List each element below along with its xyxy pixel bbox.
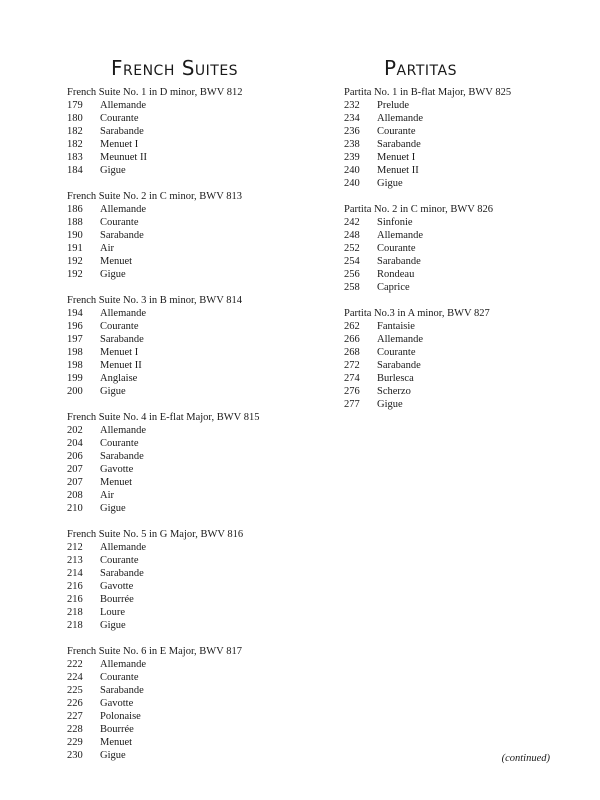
movement-row	[67, 476, 317, 489]
movement-name: Gavotte	[100, 698, 134, 709]
page-number: 213	[67, 555, 83, 566]
suite-heading: French Suite No. 6 in E Major, BWV 817	[67, 646, 242, 657]
movement-name: Sarabande	[100, 451, 144, 462]
movement-row	[344, 99, 574, 112]
suite-heading: French Suite No. 5 in G Major, BWV 816	[67, 529, 244, 540]
movement-name: Prelude	[377, 100, 410, 111]
suite-block	[67, 645, 317, 762]
page-number: 234	[344, 113, 360, 124]
movement-name: Menuet	[100, 256, 133, 267]
movement-row	[344, 164, 574, 177]
movement-name: Polonaise	[100, 711, 141, 722]
movement-row	[344, 372, 574, 385]
movement-row	[67, 125, 317, 138]
suite-heading: French Suite No. 4 in E-flat Major, BWV 815	[67, 412, 260, 423]
movement-row	[344, 151, 574, 164]
page-number: 266	[344, 334, 360, 345]
movement-name: Allemande	[100, 308, 147, 319]
movement-name: Sarabande	[377, 139, 421, 150]
movement-row	[67, 463, 317, 476]
page-number: 242	[344, 217, 360, 228]
suite-block	[344, 307, 574, 411]
movement-name: Bourrée	[100, 724, 134, 735]
movement-name: Allemande	[100, 100, 147, 111]
movement-name: Gigue	[377, 399, 403, 410]
movement-row	[67, 333, 317, 346]
movement-name: Courante	[100, 555, 139, 566]
page-number: 198	[67, 360, 83, 371]
movement-row	[344, 125, 574, 138]
movement-row	[67, 320, 317, 333]
movement-row	[67, 450, 317, 463]
movement-name: Menuet I	[377, 152, 416, 163]
movement-row	[67, 164, 317, 177]
movement-row	[67, 658, 317, 671]
page-number: 268	[344, 347, 360, 358]
movement-name: Courante	[100, 321, 139, 332]
movement-row	[67, 385, 317, 398]
movement-name: Gigue	[100, 165, 126, 176]
page-number: 230	[67, 750, 83, 761]
page-number: 224	[67, 672, 83, 683]
movement-row	[67, 138, 317, 151]
page-number: 248	[344, 230, 360, 241]
page-number: 197	[67, 334, 83, 345]
page-number: 228	[67, 724, 83, 735]
movement-row	[344, 177, 574, 190]
page-number: 183	[67, 152, 83, 163]
page-number: 238	[344, 139, 360, 150]
movement-row	[67, 710, 317, 723]
movement-row	[67, 99, 317, 112]
page-number: 212	[67, 542, 83, 553]
page-number: 254	[344, 256, 360, 267]
movement-name: Sinfonie	[377, 217, 413, 228]
partitas-list	[344, 86, 574, 411]
movement-name: Menuet	[100, 477, 133, 488]
movement-name: Allemande	[100, 204, 147, 215]
movement-row	[344, 112, 574, 125]
page-number: 207	[67, 477, 83, 488]
suite-block	[67, 294, 317, 398]
movement-name: Rondeau	[377, 269, 415, 280]
movement-row	[344, 138, 574, 151]
page-number: 194	[67, 308, 83, 319]
movement-row	[67, 619, 317, 632]
movement-row	[344, 216, 574, 229]
movement-row	[67, 489, 317, 502]
page-number: 226	[67, 698, 83, 709]
page-number: 252	[344, 243, 360, 254]
movement-row	[67, 554, 317, 567]
movement-row	[67, 593, 317, 606]
page-number: 200	[67, 386, 83, 397]
page-number: 182	[67, 139, 83, 150]
movement-name: Gigue	[377, 178, 403, 189]
page-number: 216	[67, 581, 83, 592]
movement-name: Loure	[100, 607, 126, 618]
movement-name: Allemande	[377, 113, 424, 124]
movement-row	[344, 229, 574, 242]
movement-name: Burlesca	[377, 373, 414, 384]
suite-block	[67, 86, 317, 177]
page-number: 222	[67, 659, 83, 670]
movement-name: Allemande	[100, 425, 147, 436]
suite-block	[67, 190, 317, 281]
movement-name: Sarabande	[377, 360, 421, 371]
movement-row	[67, 372, 317, 385]
movement-name: Menuet I	[100, 347, 139, 358]
movement-row	[67, 229, 317, 242]
page-number: 196	[67, 321, 83, 332]
page-number: 214	[67, 568, 83, 579]
movement-name: Air	[100, 243, 114, 254]
suite-heading: Partita No. 2 in C minor, BWV 826	[344, 204, 494, 215]
page-number: 179	[67, 100, 83, 111]
movement-row	[67, 242, 317, 255]
movement-name: Gigue	[100, 386, 126, 397]
movement-name: Courante	[100, 438, 139, 449]
movement-row	[67, 112, 317, 125]
movement-name: Sarabande	[100, 334, 144, 345]
movement-row	[344, 268, 574, 281]
suite-heading: French Suite No. 1 in D minor, BWV 812	[67, 87, 243, 98]
movement-name: Gigue	[100, 620, 126, 631]
movement-name: Sarabande	[100, 685, 144, 696]
suite-heading: French Suite No. 2 in C minor, BWV 813	[67, 191, 242, 202]
suite-block	[67, 411, 317, 515]
movement-name: Sarabande	[100, 568, 144, 579]
movement-row	[67, 307, 317, 320]
page-number: 188	[67, 217, 83, 228]
suite-block	[344, 86, 574, 190]
movement-name: Allemande	[377, 230, 424, 241]
movement-name: Courante	[100, 672, 139, 683]
movement-name: Sarabande	[377, 256, 421, 267]
page-number: 216	[67, 594, 83, 605]
movement-row	[344, 359, 574, 372]
movement-name: Sarabande	[100, 230, 144, 241]
movement-name: Anglaise	[100, 373, 138, 384]
movement-name: Menuet	[100, 737, 133, 748]
page-number: 272	[344, 360, 360, 371]
suite-block	[344, 203, 574, 294]
movement-row	[67, 580, 317, 593]
page-number: 218	[67, 620, 83, 631]
movement-name: Allemande	[100, 542, 147, 553]
page-number: 232	[344, 100, 360, 111]
suite-heading: French Suite No. 3 in B minor, BWV 814	[67, 295, 242, 306]
page-number: 182	[67, 126, 83, 137]
suite-heading: Partita No.3 in A minor, BWV 827	[344, 308, 490, 319]
movement-name: Courante	[377, 347, 416, 358]
movement-row	[67, 684, 317, 697]
page-number: 207	[67, 464, 83, 475]
movement-row	[67, 736, 317, 749]
suite-heading: Partita No. 1 in B-flat Major, BWV 825	[344, 87, 512, 98]
movement-name: Gavotte	[100, 464, 134, 475]
movement-row	[344, 242, 574, 255]
movement-name: Courante	[377, 126, 416, 137]
page-number: 258	[344, 282, 360, 293]
movement-name: Scherzo	[377, 386, 411, 397]
french-suites-title: French Suites	[111, 56, 239, 80]
movement-name: Courante	[100, 113, 139, 124]
movement-name: Gigue	[100, 503, 126, 514]
movement-row	[67, 671, 317, 684]
movement-row	[344, 255, 574, 268]
partitas-title: Partitas	[384, 56, 457, 80]
movement-name: Caprice	[377, 282, 410, 293]
movement-row	[344, 346, 574, 359]
movement-row	[67, 723, 317, 736]
page-number: 192	[67, 256, 83, 267]
page-number: 210	[67, 503, 83, 514]
page-number: 199	[67, 373, 83, 384]
page-number: 274	[344, 373, 360, 384]
page-number: 256	[344, 269, 360, 280]
movement-row	[344, 385, 574, 398]
movement-name: Meunuet II	[100, 152, 147, 163]
continued-note: (continued)	[501, 753, 550, 764]
movement-row	[344, 333, 574, 346]
movement-row	[67, 541, 317, 554]
page-number: 276	[344, 386, 360, 397]
page-number: 240	[344, 178, 360, 189]
page-number: 262	[344, 321, 360, 332]
movement-row	[67, 255, 317, 268]
movement-row	[67, 359, 317, 372]
movement-name: Bourrée	[100, 594, 134, 605]
page-number: 218	[67, 607, 83, 618]
suite-block	[67, 528, 317, 632]
page-number: 240	[344, 165, 360, 176]
page-number: 206	[67, 451, 83, 462]
movement-name: Allemande	[100, 659, 147, 670]
movement-name: Menuet II	[100, 360, 142, 371]
french-suites-list	[67, 86, 317, 762]
page-number: 227	[67, 711, 83, 722]
movement-name: Courante	[377, 243, 416, 254]
movement-name: Gigue	[100, 750, 126, 761]
page-number: 277	[344, 399, 360, 410]
page-number: 202	[67, 425, 83, 436]
movement-row	[344, 281, 574, 294]
movement-name: Fantaisie	[377, 321, 415, 332]
page-number: 198	[67, 347, 83, 358]
page-number: 236	[344, 126, 360, 137]
movement-row	[67, 567, 317, 580]
page-number: 191	[67, 243, 83, 254]
movement-row	[67, 424, 317, 437]
movement-name: Gigue	[100, 269, 126, 280]
movement-row	[67, 151, 317, 164]
page-number: 192	[67, 269, 83, 280]
page-number: 204	[67, 438, 83, 449]
movement-row	[344, 398, 574, 411]
partitas-column	[344, 56, 574, 424]
page-number: 190	[67, 230, 83, 241]
movement-name: Sarabande	[100, 126, 144, 137]
page-number: 229	[67, 737, 83, 748]
movement-name: Allemande	[377, 334, 424, 345]
movement-row	[67, 216, 317, 229]
movement-name: Gavotte	[100, 581, 134, 592]
movement-name: Courante	[100, 217, 139, 228]
movement-row	[344, 320, 574, 333]
movement-name: Menuet I	[100, 139, 139, 150]
page-number: 225	[67, 685, 83, 696]
movement-row	[67, 697, 317, 710]
movement-row	[67, 502, 317, 515]
page-number: 184	[67, 165, 83, 176]
movement-row	[67, 268, 317, 281]
page-number: 239	[344, 152, 360, 163]
movement-row	[67, 437, 317, 450]
page-number: 180	[67, 113, 83, 124]
page-number: 208	[67, 490, 83, 501]
movement-name: Menuet II	[377, 165, 419, 176]
movement-name: Air	[100, 490, 114, 501]
movement-row	[67, 749, 317, 762]
movement-row	[67, 346, 317, 359]
french-suites-column	[67, 56, 317, 775]
movement-row	[67, 606, 317, 619]
page-number: 186	[67, 204, 83, 215]
movement-row	[67, 203, 317, 216]
